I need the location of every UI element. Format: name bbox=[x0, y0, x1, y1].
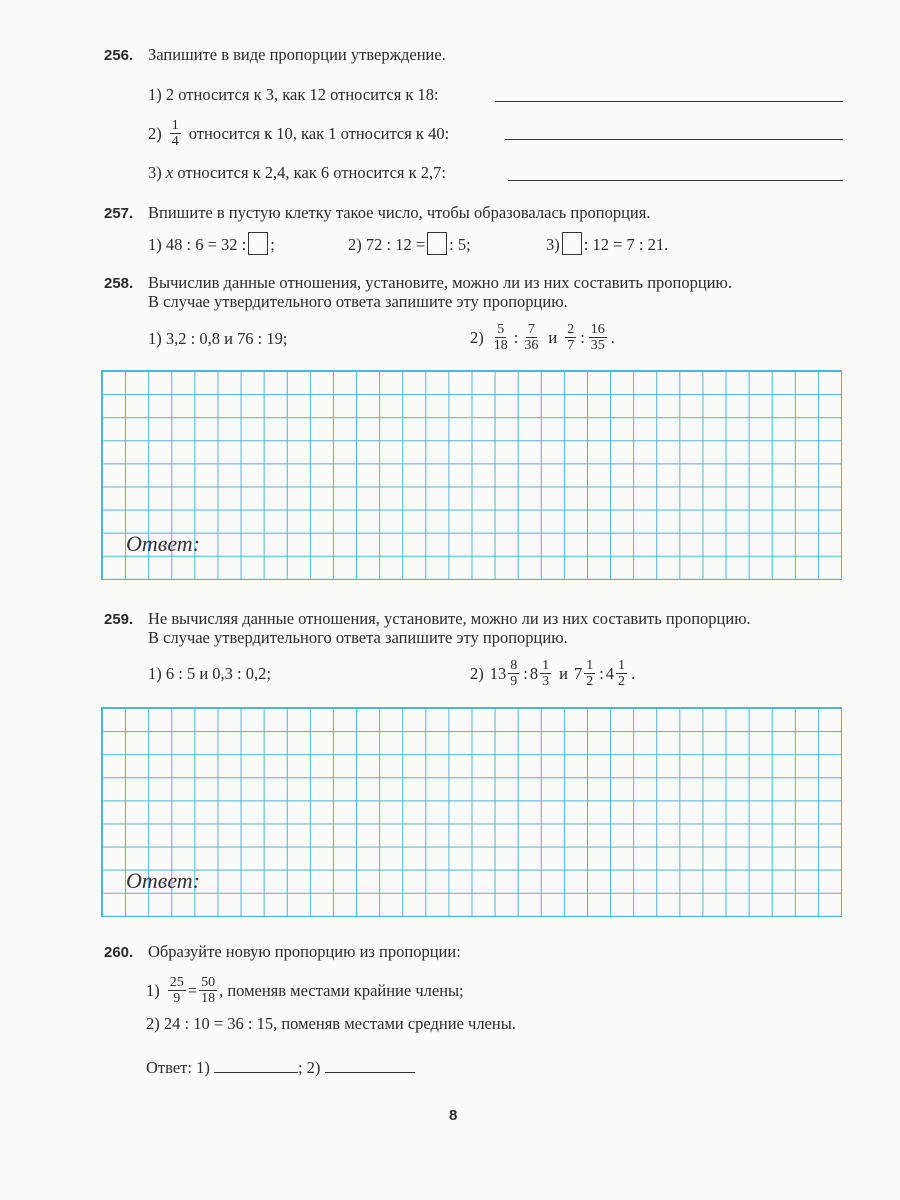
colon: : bbox=[523, 663, 528, 683]
denominator: 7 bbox=[567, 338, 575, 353]
answer-label: ; 2) bbox=[297, 1058, 321, 1077]
numerator: 1 bbox=[618, 658, 626, 673]
problem-257-item-2 bbox=[348, 232, 471, 255]
colon: : bbox=[580, 327, 585, 347]
answer-label: Ответ: 1) bbox=[146, 1058, 210, 1077]
mixed-number bbox=[530, 658, 553, 689]
problem-257-item-3 bbox=[546, 232, 668, 255]
denominator: 9 bbox=[173, 991, 181, 1006]
answer-label: Ответ: bbox=[126, 531, 201, 556]
empty-cell-box[interactable] bbox=[562, 232, 582, 255]
problem-259-item-2 bbox=[470, 658, 635, 689]
mixed-number bbox=[574, 658, 597, 689]
answer-line-1[interactable] bbox=[495, 101, 843, 102]
numerator: 1 bbox=[542, 658, 550, 673]
empty-cell-box[interactable] bbox=[427, 232, 447, 255]
problem-258-item-1: 1) 3,2 : 0,8 и 76 : 19; bbox=[148, 329, 288, 348]
problem-number: 260. bbox=[104, 944, 134, 961]
problem-256-title bbox=[104, 45, 446, 65]
fraction bbox=[616, 658, 627, 689]
problem-260-item-1 bbox=[146, 975, 464, 1006]
numerator: 1 bbox=[171, 118, 179, 133]
item-prefix: 1) bbox=[146, 980, 160, 1000]
denominator: 18 bbox=[201, 991, 216, 1006]
answer-line-2[interactable] bbox=[505, 139, 843, 140]
whole-part: 8 bbox=[529, 663, 539, 683]
answer-line-2[interactable] bbox=[325, 1072, 415, 1073]
item-prefix: 3) bbox=[148, 163, 162, 182]
item-text: : 12 = 7 : 21. bbox=[583, 235, 669, 254]
fraction bbox=[589, 322, 607, 353]
denominator: 3 bbox=[542, 674, 550, 689]
problem-text: Не вычисляя данные отношения, установите, можно ли из них составить пропорцию. bbox=[148, 609, 751, 628]
fraction bbox=[584, 658, 595, 689]
colon: : bbox=[513, 327, 519, 347]
answer-line-3[interactable] bbox=[508, 180, 843, 181]
problem-number: 259. bbox=[104, 611, 134, 628]
problem-256-item-2 bbox=[148, 118, 449, 149]
whole-part: 13 bbox=[489, 663, 507, 683]
numerator: 8 bbox=[510, 658, 518, 673]
whole-part: 7 bbox=[573, 663, 583, 683]
fraction bbox=[508, 658, 519, 689]
item-text: 3) bbox=[546, 235, 560, 254]
problem-258-title bbox=[104, 273, 732, 293]
denominator: 2 bbox=[586, 674, 594, 689]
conjunction: и bbox=[548, 327, 558, 347]
numerator: 16 bbox=[590, 322, 605, 337]
answer-label: Ответ: bbox=[126, 868, 201, 893]
problem-259-item-1: 1) 6 : 5 и 0,3 : 0,2; bbox=[148, 664, 271, 683]
problem-number: 256. bbox=[104, 47, 134, 64]
denominator: 36 bbox=[524, 338, 539, 353]
problem-258-line-2: В случае утвердительного ответа запишите эту пропорцию. bbox=[148, 292, 568, 311]
fraction bbox=[170, 118, 181, 149]
problem-260-answer bbox=[146, 1058, 415, 1078]
fraction bbox=[522, 322, 540, 353]
item-text: 2) 72 : 12 = bbox=[348, 235, 426, 254]
whole-part: 4 bbox=[605, 663, 615, 683]
problem-text: Запишите в виде пропорции утверждение. bbox=[148, 45, 446, 64]
numerator: 7 bbox=[527, 322, 535, 337]
problem-257-item-1 bbox=[148, 232, 275, 255]
item-text: : 5; bbox=[449, 235, 471, 254]
empty-cell-box[interactable] bbox=[248, 232, 268, 255]
period: . bbox=[631, 663, 636, 683]
fraction bbox=[565, 322, 576, 353]
answer-grid-258[interactable] bbox=[101, 370, 842, 580]
item-prefix: 2) bbox=[148, 123, 162, 143]
problem-257-title bbox=[104, 203, 650, 223]
numerator: 50 bbox=[201, 975, 216, 990]
problem-260-item-2: 2) 24 : 10 = 36 : 15, поменяв местами средние члены. bbox=[146, 1014, 516, 1033]
problem-259-title bbox=[104, 609, 751, 629]
colon: : bbox=[599, 663, 604, 683]
fraction bbox=[168, 975, 186, 1006]
item-text: 1) 48 : 6 = 32 : bbox=[148, 235, 247, 254]
problem-text: Впишите в пустую клетку такое число, чтобы образовалась пропорция. bbox=[148, 203, 651, 222]
problem-260-title bbox=[104, 942, 461, 962]
denominator: 18 bbox=[493, 338, 508, 353]
equals-sign: = bbox=[187, 980, 198, 1000]
item-prefix: 2) bbox=[470, 663, 484, 683]
denominator: 4 bbox=[171, 134, 179, 149]
problem-259-line-2: В случае утвердительного ответа запишите эту пропорцию. bbox=[148, 628, 568, 647]
denominator: 2 bbox=[618, 674, 626, 689]
problem-256-item-3 bbox=[148, 163, 446, 183]
denominator: 35 bbox=[590, 338, 605, 353]
variable: x bbox=[165, 163, 174, 182]
numerator: 5 bbox=[497, 322, 505, 337]
fraction bbox=[540, 658, 551, 689]
item-text: относится к 2,4, как 6 относится к 2,7: bbox=[177, 163, 446, 182]
item-prefix: 2) bbox=[470, 327, 484, 347]
answer-grid-259[interactable] bbox=[101, 707, 842, 917]
numerator: 2 bbox=[567, 322, 575, 337]
conjunction: и bbox=[559, 663, 568, 683]
denominator: 9 bbox=[510, 674, 518, 689]
item-text: , поменяв местами крайние члены; bbox=[219, 980, 464, 1000]
numerator: 1 bbox=[586, 658, 594, 673]
fraction bbox=[199, 975, 217, 1006]
problem-number: 257. bbox=[104, 205, 134, 222]
answer-line-1[interactable] bbox=[214, 1072, 298, 1073]
item-text: ; bbox=[270, 235, 275, 254]
fraction bbox=[492, 322, 510, 353]
mixed-number bbox=[490, 658, 522, 689]
problem-number: 258. bbox=[104, 275, 134, 292]
item-text: относится к 10, как 1 относится к 40: bbox=[188, 123, 450, 143]
period: . bbox=[610, 327, 615, 347]
mixed-number bbox=[606, 658, 629, 689]
problem-text: Образуйте новую пропорцию из пропорции: bbox=[148, 942, 461, 961]
problem-258-item-2 bbox=[470, 322, 615, 353]
numerator: 25 bbox=[169, 975, 184, 990]
page-number: 8 bbox=[449, 1107, 458, 1124]
problem-256-item-1: 1) 2 относится к 3, как 12 относится к 18: bbox=[148, 85, 439, 104]
problem-text: Вычислив данные отношения, установите, можно ли из них составить пропорцию. bbox=[148, 273, 732, 292]
